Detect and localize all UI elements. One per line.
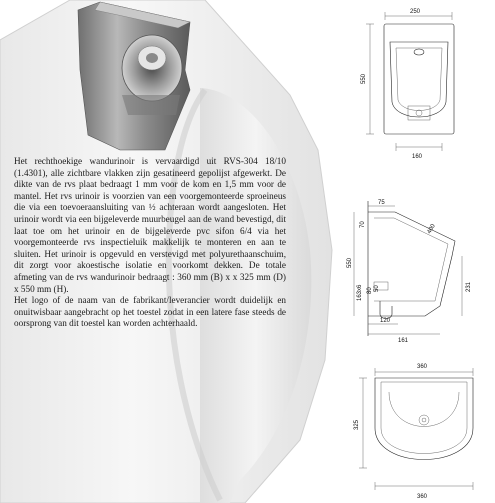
side-d163-label: 163x6 [357, 284, 363, 301]
side-section-drawing [340, 196, 490, 346]
side-d231-label: 231 [466, 281, 472, 292]
side-d550-label: 550 [347, 257, 353, 268]
front-height-label: 550 [361, 73, 367, 84]
top-width-top-label: 360 [417, 364, 428, 370]
side-d400-label: 400 [426, 223, 437, 235]
side-d70-label: 70 [360, 221, 366, 228]
top-depth-label: 325 [354, 419, 360, 430]
top-width-bottom-label: 360 [417, 494, 428, 500]
product-description [14, 156, 286, 330]
side-d120-label: 120 [380, 318, 391, 324]
top-view-drawing [345, 358, 490, 503]
side-d75-label: 75 [378, 200, 385, 206]
front-top-width-label: 250 [410, 9, 421, 15]
description-paragraph-logo: Het logo of de naam van de fabrikant/leverancier wordt duidelijk en onuitwisbaar aangebracht op het toestel zodat in een latere fase steeds de oorsprong van dit toestel kan worden achterhaald. [14, 295, 286, 329]
front-view-drawing [352, 2, 487, 162]
front-bottom-width-label: 160 [412, 154, 423, 160]
side-d50-label: 50 [374, 285, 380, 292]
description-paragraph-main: Het rechthoekige wandurinoir is vervaardigd uit RVS-304 18/10 (1.4301), alle zichtbare vlakken zijn gesatineerd gepolijst afgewerkt. De dikte van de rvs plaat bedraagt 1 mm voor de kom en 1,5 mm voor de mantel. Het rvs urinoir is voorzien van een voorgemonteerde sproeineus die via een toevoeraansluiting van ½ achteraan wordt aangesloten. Het urinoir wordt via een bijgeleverde muurbeugel aan de wand bevestigd, dit laat toe om het urinoir en de bijgeleverde pvc sifon 6/4 via het voorgemonteerde rvs inspectieluik makkelijk te monteren en aan te sluiten. Het urinoir is opgevuld en verstevigd met polyurethaanschuim, dit zorgt voor akoestische isolatie en voorkomt dekken. De totale afmeting van de rvs wandurinoir bedraagt : 360 mm (B) x x 325 mm (D) x 550 mm (H). [14, 156, 286, 294]
side-d80-label: 80 [367, 287, 373, 294]
side-d161-label: 161 [398, 338, 409, 344]
